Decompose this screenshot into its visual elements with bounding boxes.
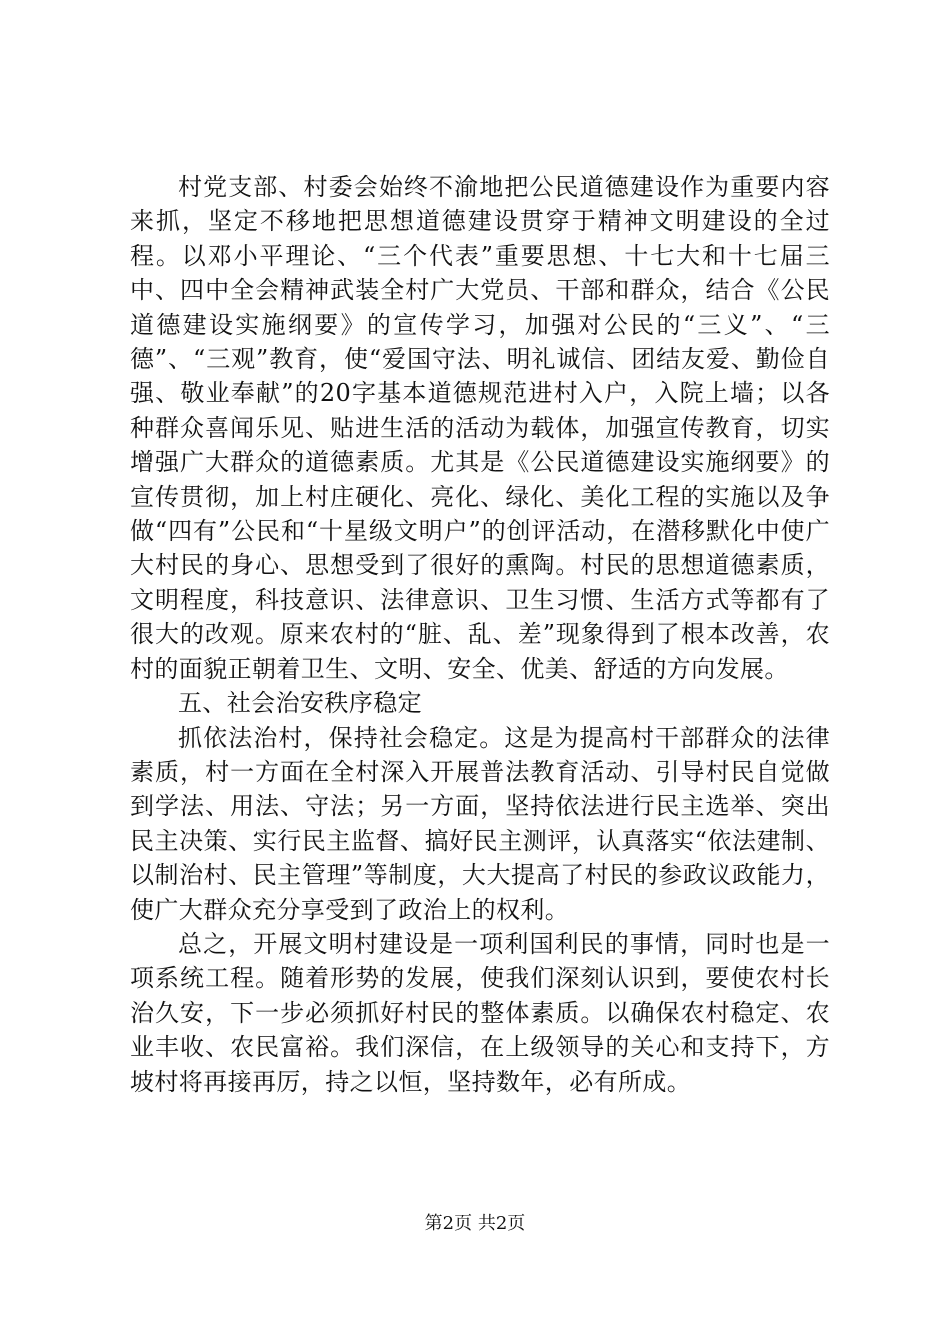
page-number-footer: 第2页 共2页 [424, 1213, 526, 1234]
paragraph-rule-of-law: 抓依法治村，保持社会稳定。这是为提高村干部群众的法律素质，村一方面在全村深入开展普法教育活动、引导村民自觉做到学法、用法、守法；另一方面，坚持依法进行民主选举、突出民主决策、实行民主监督、搞好民主测评，认真落实“依法建制、以制治村、民主管理”等制度，大大提高了村民的参政议政能力，使广大群众充分享受到了政治上的权利。 [130, 723, 830, 924]
paragraph-moral-construction: 村党支部、村委会始终不渝地把公民道德建设作为重要内容来抓，坚定不移地把思想道德建设贯穿于精神文明建设的全过程。以邓小平理论、“三个代表”重要思想、十七大和十七届三中、四中全会精神武装全村广大党员、干部和群众，结合《公民道德建设实施纲要》的宣传学习，加强对公民的“三义”、“三德”、“三观”教育，使“爱国守法、明礼诚信、团结友爱、勤俭自强、敬业奉献”的20字基本道德规范进村入户，入院上墙；以各种群众喜闻乐见、贴进生活的活动为载体，加强宣传教育，切实增强广大群众的道德素质。尤其是《公民道德建设实施纲要》的宣传贯彻，加上村庄硬化、亮化、绿化、美化工程的实施以及争做“四有”公民和“十星级文明户”的创评活动，在潜移默化中使广大村民的身心、思想受到了很好的熏陶。村民的思想道德素质，文明程度，科技意识、法律意识、卫生习惯、生活方式等都有了很大的改观。原来农村的“脏、乱、差”现象得到了根本改善，农村的面貌正朝着卫生、文明、安全、优美、舒适的方向发展。 [130, 173, 830, 683]
paragraph-conclusion: 总之，开展文明村建设是一项利国利民的事情，同时也是一项系统工程。随着形势的发展，使我们深刻认识到，要使农村长治久安，下一步必须抓好村民的整体素质。以确保农村稳定、农业丰收、农民富裕。我们深信，在上级领导的关心和支持下，方坡村将再接再厉，持之以恒，坚持数年，必有所成。 [130, 929, 830, 1096]
section-heading-public-security: 五、社会治安秩序稳定 [178, 689, 422, 718]
document-body [130, 170, 830, 1099]
